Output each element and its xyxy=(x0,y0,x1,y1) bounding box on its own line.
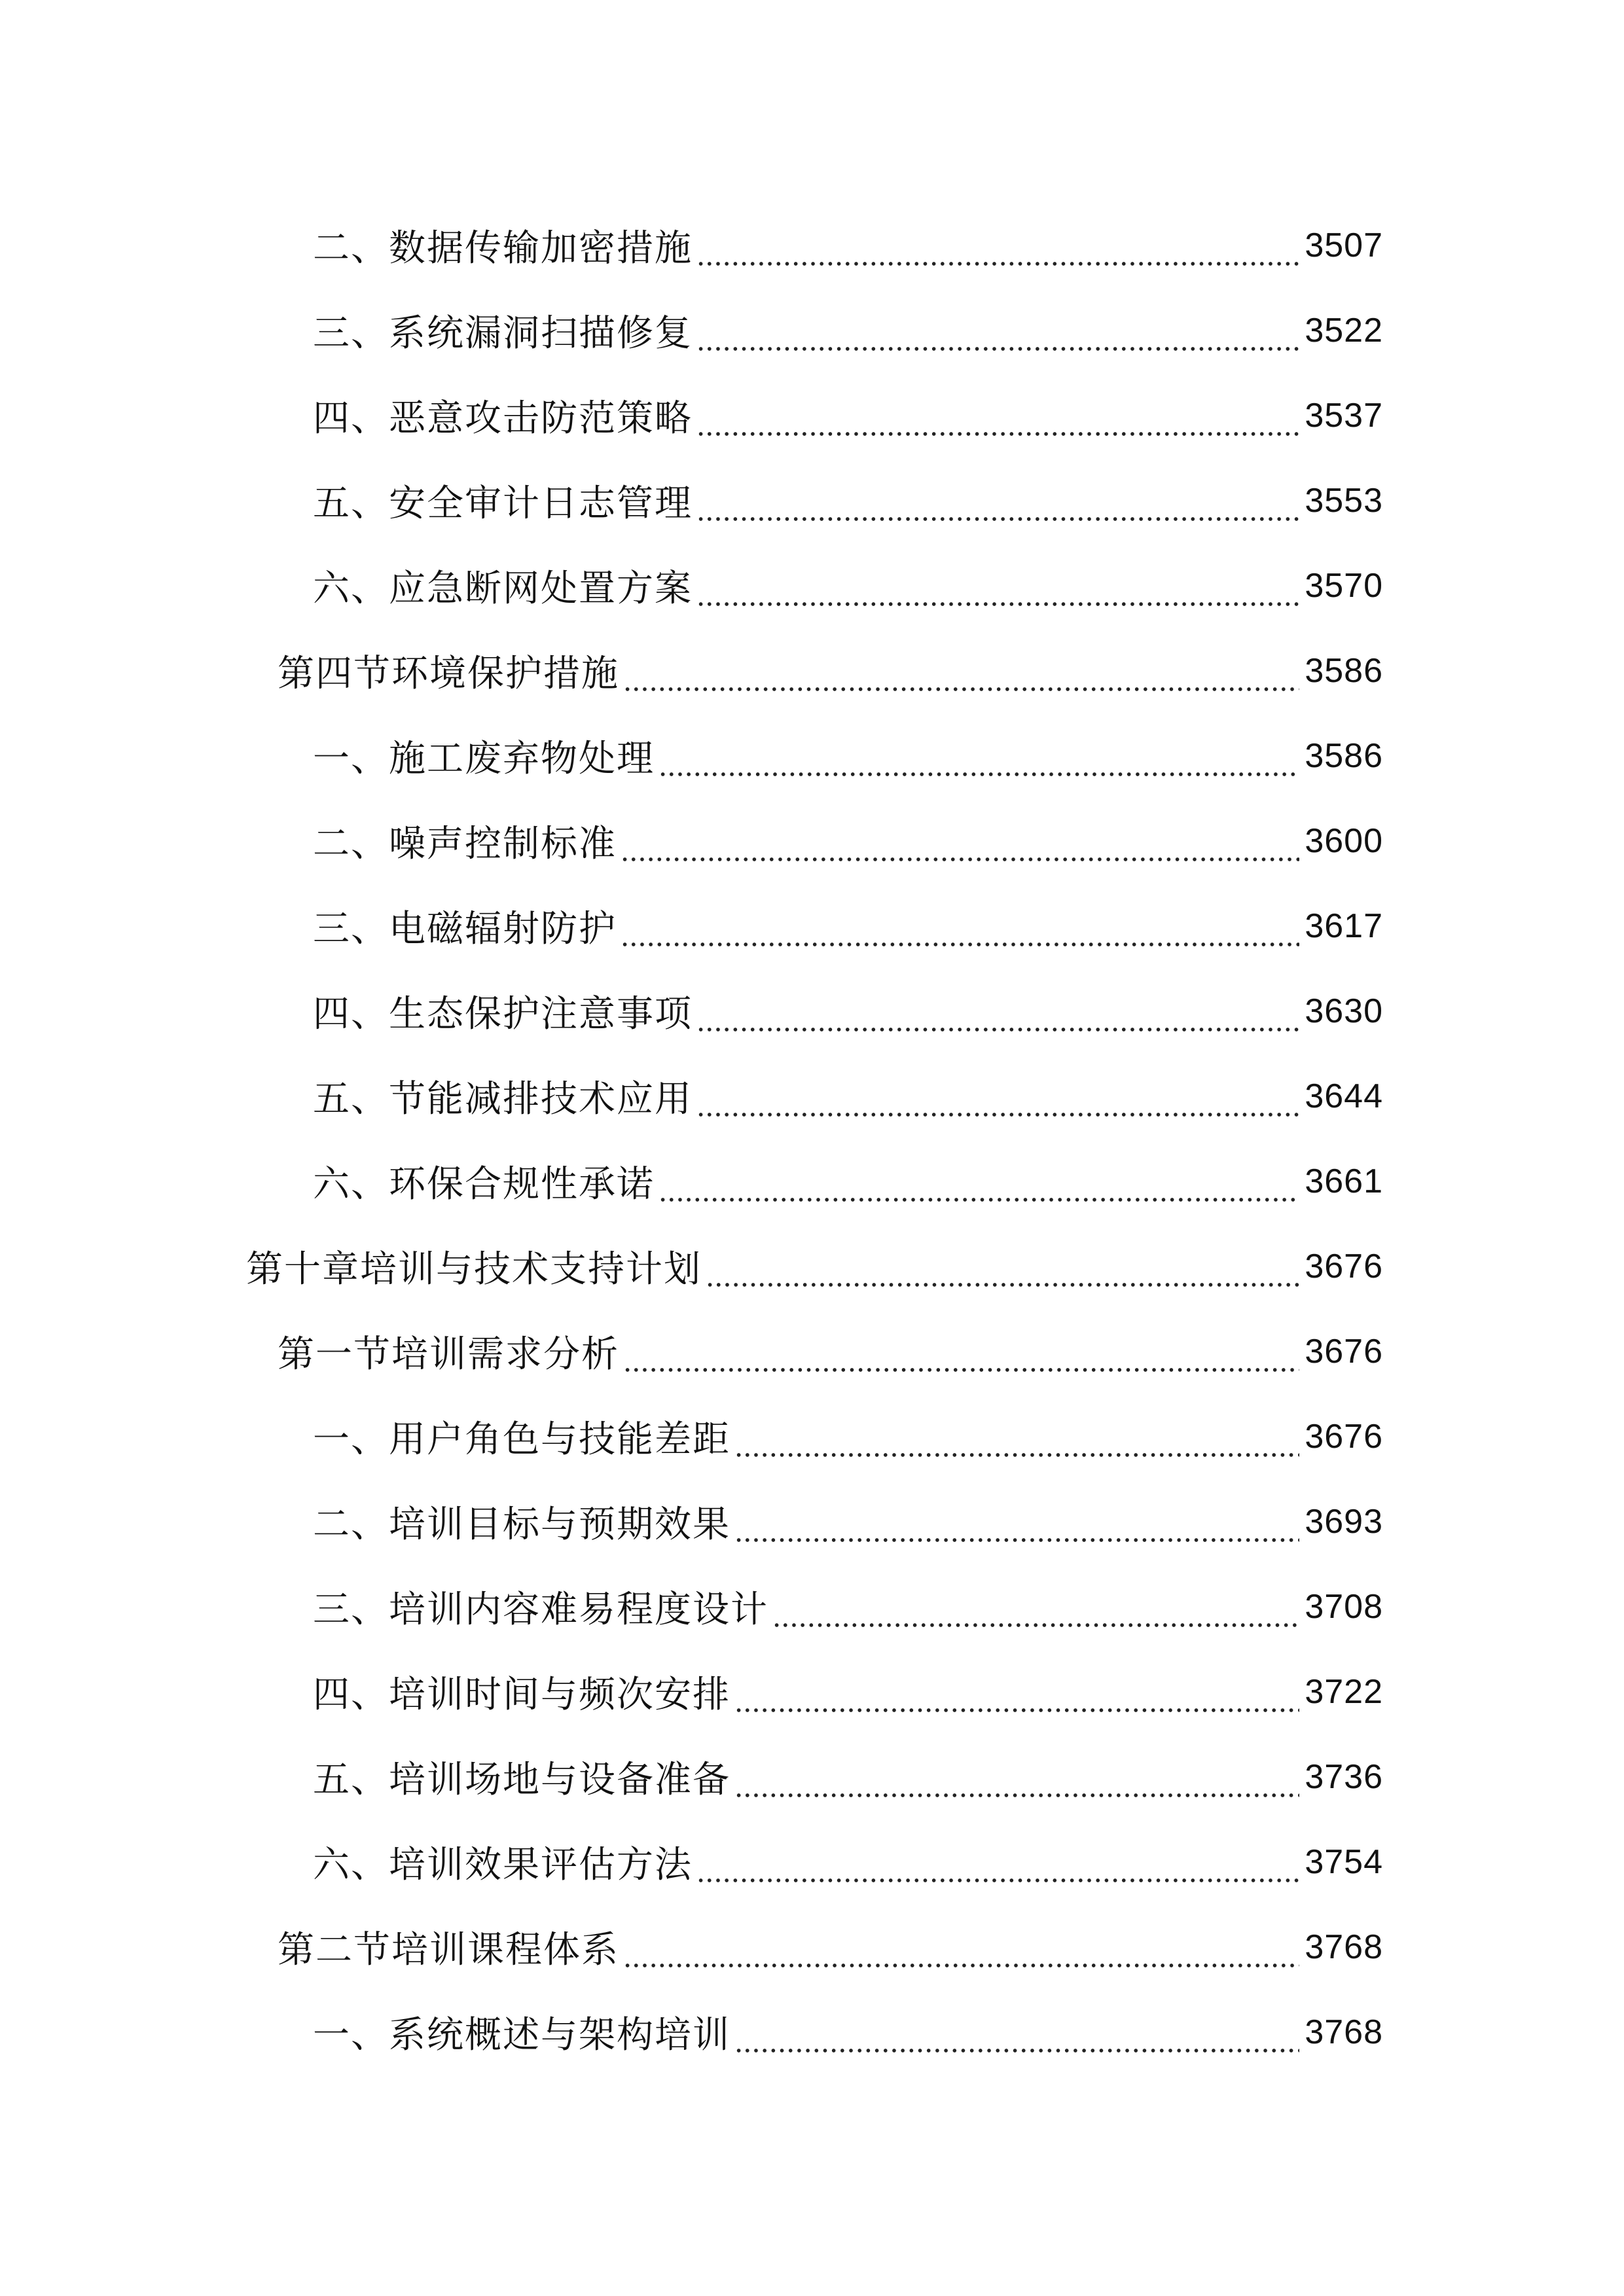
toc-entry-title: 五、节能减排技术应用 xyxy=(313,1078,693,1121)
toc-entry[interactable] xyxy=(0,713,1624,798)
toc-dot-leader xyxy=(696,1846,1299,1883)
toc-page-number: 3570 xyxy=(1305,567,1383,605)
toc-entry[interactable] xyxy=(0,1564,1624,1649)
toc-page-number: 3644 xyxy=(1305,1077,1383,1115)
toc-entry-title: 三、电磁辐射防护 xyxy=(313,908,617,950)
toc-page-number: 3586 xyxy=(1305,737,1383,775)
toc-dot-leader xyxy=(623,1931,1299,1968)
toc-entry-title: 六、应急断网处置方案 xyxy=(313,567,693,610)
toc-entry-title: 三、培训内容难易程度设计 xyxy=(313,1588,768,1631)
toc-page-number: 3768 xyxy=(1305,1928,1383,1966)
toc-page-number: 3676 xyxy=(1305,1333,1383,1371)
toc-page-number: 3630 xyxy=(1305,992,1383,1030)
toc-dot-leader xyxy=(734,1421,1299,1458)
toc-entry-title: 一、用户角色与技能差距 xyxy=(313,1418,731,1461)
toc-entry[interactable] xyxy=(0,543,1624,628)
toc-page-number: 3522 xyxy=(1305,312,1383,350)
toc-section-entry[interactable] xyxy=(0,1905,1624,1990)
toc-entry-title: 三、系统漏洞扫描修复 xyxy=(313,312,693,355)
toc-dot-leader xyxy=(623,655,1299,692)
toc-page-number: 3537 xyxy=(1305,397,1383,435)
toc-entry-title: 四、生态保护注意事项 xyxy=(313,993,693,1035)
toc-entry[interactable] xyxy=(0,884,1624,969)
toc-dot-leader xyxy=(623,1336,1299,1372)
toc-entry[interactable] xyxy=(0,373,1624,458)
toc-dot-leader xyxy=(696,230,1299,266)
toc-dot-leader xyxy=(621,910,1299,947)
toc-entry-title: 第四节环境保护措施 xyxy=(278,653,619,695)
toc-entry-title: 四、培训时间与频次安排 xyxy=(313,1674,731,1716)
toc-page-number: 3617 xyxy=(1305,907,1383,945)
toc-dot-leader xyxy=(696,400,1299,437)
toc-dot-leader xyxy=(734,1761,1299,1798)
toc-entry-title: 第十章培训与技术支持计划 xyxy=(246,1248,702,1291)
toc-page-number: 3661 xyxy=(1305,1162,1383,1200)
toc-entry[interactable] xyxy=(0,798,1624,884)
toc-page-number: 3553 xyxy=(1305,482,1383,520)
toc-entry-title: 六、环保合规性承诺 xyxy=(313,1163,655,1206)
toc-dot-leader xyxy=(772,1591,1299,1628)
toc-page-number: 3722 xyxy=(1305,1673,1383,1711)
toc-entry[interactable] xyxy=(0,1139,1624,1224)
toc-entry-title: 四、恶意攻击防范策略 xyxy=(313,397,693,440)
toc-page-number: 3676 xyxy=(1305,1247,1383,1285)
toc-entry[interactable] xyxy=(0,1649,1624,1734)
toc-entry[interactable] xyxy=(0,1734,1624,1820)
toc-dot-leader xyxy=(696,1081,1299,1117)
toc-entry-title: 二、数据传输加密措施 xyxy=(313,227,693,270)
toc-dot-leader xyxy=(659,740,1299,777)
toc-entry-title: 第一节培训需求分析 xyxy=(278,1333,619,1376)
toc-entry[interactable] xyxy=(0,203,1624,288)
toc-page-number: 3586 xyxy=(1305,652,1383,690)
toc-dot-leader xyxy=(696,315,1299,351)
toc-section-entry[interactable] xyxy=(0,1309,1624,1394)
toc-page-number: 3708 xyxy=(1305,1588,1383,1626)
toc-entry[interactable] xyxy=(0,1054,1624,1139)
toc-entry[interactable] xyxy=(0,969,1624,1054)
toc-dot-leader xyxy=(734,1506,1299,1543)
toc-entry[interactable] xyxy=(0,458,1624,543)
toc-page-number: 3754 xyxy=(1305,1843,1383,1881)
toc-entry-title: 五、安全审计日志管理 xyxy=(313,482,693,525)
toc-entry[interactable] xyxy=(0,1820,1624,1905)
toc-section-entry[interactable] xyxy=(0,628,1624,713)
toc-entry-title: 五、培训场地与设备准备 xyxy=(313,1759,731,1801)
toc-chapter-entry[interactable] xyxy=(0,1224,1624,1309)
toc-entry-title: 二、培训目标与预期效果 xyxy=(313,1503,731,1546)
toc-entry-title: 六、培训效果评估方法 xyxy=(313,1844,693,1886)
toc-entry-title: 一、系统概述与架构培训 xyxy=(313,2014,731,2056)
toc-page-number: 3768 xyxy=(1305,2013,1383,2051)
toc-entry[interactable] xyxy=(0,1394,1624,1479)
toc-dot-leader xyxy=(734,1676,1299,1713)
toc-dot-leader xyxy=(621,825,1299,862)
toc-dot-leader xyxy=(659,1166,1299,1202)
toc-entry-title: 一、施工废弃物处理 xyxy=(313,738,655,780)
table-of-contents xyxy=(0,203,1624,2075)
toc-dot-leader xyxy=(734,2017,1299,2053)
toc-entry-title: 二、噪声控制标准 xyxy=(313,823,617,865)
toc-page-number: 3676 xyxy=(1305,1418,1383,1456)
toc-dot-leader xyxy=(696,485,1299,522)
toc-entry[interactable] xyxy=(0,1990,1624,2075)
toc-page-number: 3736 xyxy=(1305,1758,1383,1796)
toc-dot-leader xyxy=(706,1251,1299,1287)
toc-entry[interactable] xyxy=(0,288,1624,373)
toc-page-number: 3693 xyxy=(1305,1503,1383,1541)
toc-dot-leader xyxy=(696,996,1299,1032)
toc-page-number: 3600 xyxy=(1305,822,1383,860)
toc-page-number: 3507 xyxy=(1305,226,1383,264)
toc-entry[interactable] xyxy=(0,1479,1624,1564)
toc-entry-title: 第二节培训课程体系 xyxy=(278,1929,619,1971)
toc-dot-leader xyxy=(696,570,1299,607)
